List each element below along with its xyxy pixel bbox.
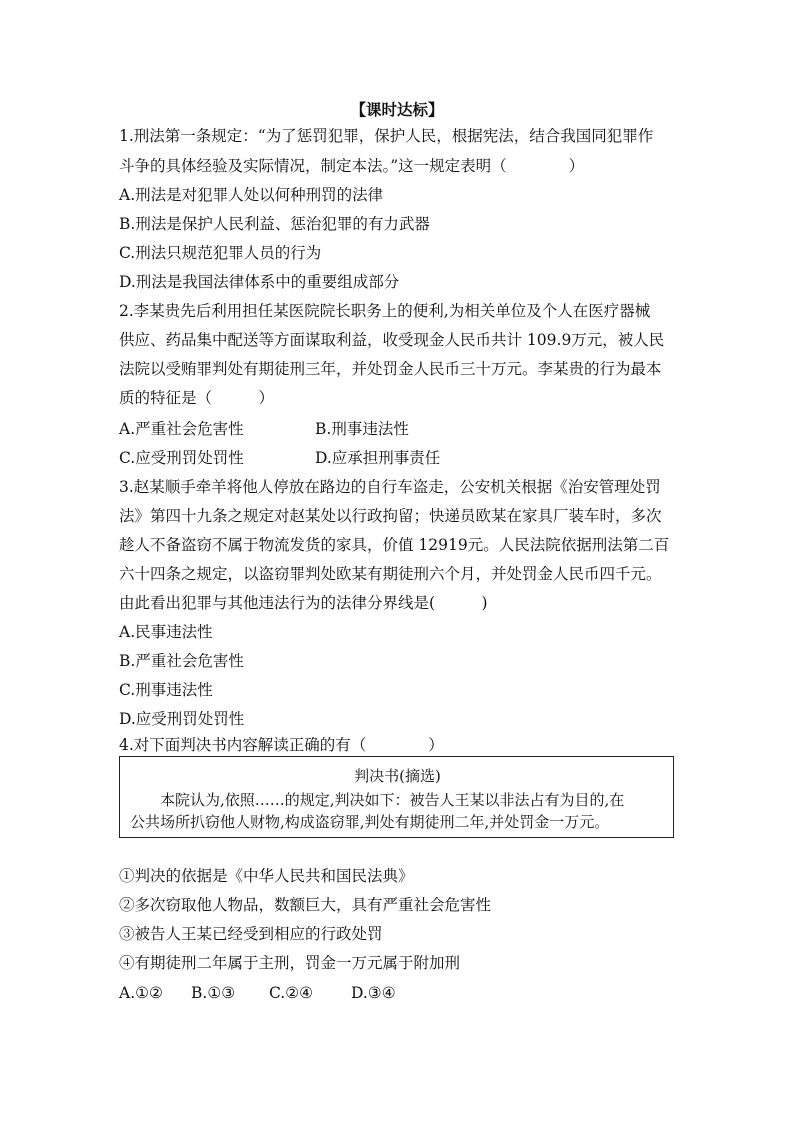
q1-stem-line-2: 斗争的具体经验及实际情况，制定本法。”这一规定表明（ ） bbox=[119, 157, 585, 175]
q2-stem-line-1: 2.李某贵先后利用担任某医院院长职务上的便利,为相关单位及个人在医疗器械 bbox=[119, 302, 651, 320]
q2-stem-line-4: 质的特征是（ ） bbox=[119, 389, 275, 407]
q2-stem-line-3: 法院以受贿罪判处有期徒刑三年，并处罚金人民币三十万元。李某贵的行为最本 bbox=[119, 360, 662, 378]
q3-option-d: D.应受刑罚处罚性 bbox=[119, 710, 245, 728]
q3-stem-line-4: 六十四条之规定，以盗窃罪判处欧某有期徒刑六个月，并处罚金人民币四千元。 bbox=[119, 565, 662, 583]
q2-option-b: B.刑事违法性 bbox=[315, 420, 409, 438]
q4-options-row bbox=[119, 982, 679, 1004]
q2-stem-line-2: 供应、药品集中配送等方面谋取利益，收受现金人民币共计 109.9万元，被人民 bbox=[119, 331, 665, 349]
q3-option-b: B.严重社会危害性 bbox=[119, 652, 244, 670]
q1-option-a: A.刑法是对犯罪人处以何种刑罚的法律 bbox=[119, 186, 384, 204]
q1-option-b: B.刑法是保护人民利益、惩治犯罪的有力武器 bbox=[119, 215, 430, 233]
q4-stem: 4.对下面判决书内容解读正确的有（ ） bbox=[119, 736, 444, 754]
section-title: 【课时达标】 bbox=[350, 100, 444, 119]
judgment-title: 判决书(摘选) bbox=[354, 767, 441, 785]
q1-option-c: C.刑法只规范犯罪人员的行为 bbox=[119, 244, 322, 262]
q4-statement-3: ③被告人王某已经受到相应的行政处罚 bbox=[119, 925, 383, 943]
q3-stem-line-1: 3.赵某顺手牵羊将他人停放在路边的自行车盗走，公安机关根据《治安管理处罚 bbox=[119, 478, 661, 496]
q3-stem-line-2: 法》第四十九条之规定对赵某处以行政拘留；快递员欧某在家具厂装车时，多次 bbox=[119, 507, 662, 525]
q3-stem-line-3: 趁人不备盗窃不属于物流发货的家具，价值 12919元。人民法院依据刑法第二百 bbox=[119, 536, 670, 554]
q3-option-c: C.刑事违法性 bbox=[119, 681, 213, 699]
q4-option-d: D.③④ bbox=[351, 984, 396, 1002]
q2-option-c: C.应受刑罚处罚性 bbox=[119, 449, 244, 467]
q4-option-c: C.②④ bbox=[269, 984, 314, 1002]
judgment-line-1: 本院认为,依照……的规定,判决如下：被告人王某以非法占有为目的,在 bbox=[130, 791, 625, 809]
q4-option-a: A.①② bbox=[119, 984, 163, 1002]
q1-stem-line-1: 1.刑法第一条规定：“为了惩罚犯罪，保护人民，根据宪法，结合我国同犯罪作 bbox=[119, 127, 654, 145]
q3-stem-line-5: 由此看出犯罪与其他违法行为的法律分界线是( ) bbox=[119, 594, 488, 612]
judgment-line-2: 公共场所扒窃他人财物,构成盗窃罪,判处有期徒刑二年,并处罚金一万元。 bbox=[130, 813, 610, 831]
q2-option-d: D.应承担刑事责任 bbox=[315, 449, 441, 467]
q2-option-a: A.严重社会危害性 bbox=[119, 420, 244, 438]
q2-options-row-1 bbox=[119, 418, 679, 440]
q1-option-d: D.刑法是我国法律体系中的重要组成部分 bbox=[119, 273, 400, 291]
q4-statement-2: ②多次窃取他人物品，数额巨大，具有严重社会危害性 bbox=[119, 896, 492, 914]
q4-statement-4: ④有期徒刑二年属于主刑，罚金一万元属于附加刑 bbox=[119, 954, 461, 972]
judgment-excerpt-box bbox=[119, 756, 674, 838]
q4-statement-1: ①判决的依据是《中华人民共和国民法典》 bbox=[119, 867, 414, 885]
q4-option-b: B.①③ bbox=[191, 984, 236, 1002]
q3-option-a: A.民事违法性 bbox=[119, 623, 213, 641]
q2-options-row-2 bbox=[119, 447, 679, 469]
